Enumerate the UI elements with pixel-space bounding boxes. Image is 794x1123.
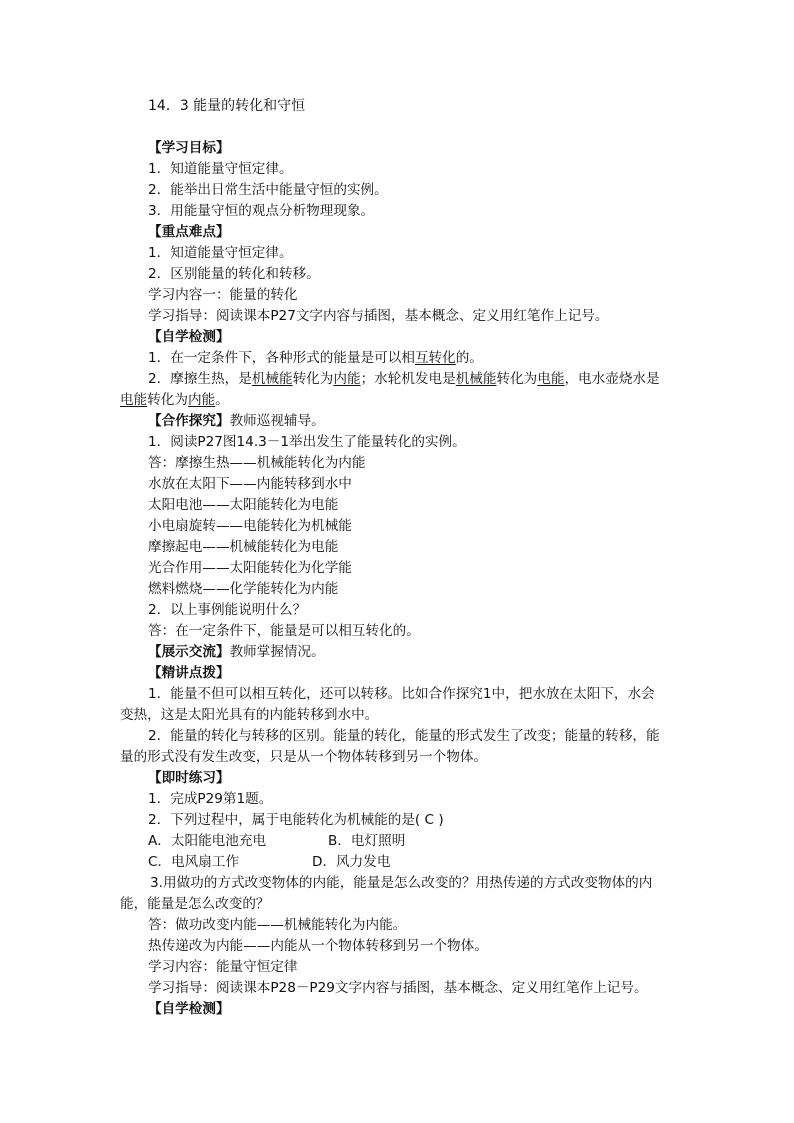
coop-answer-2: 答：在一定条件下，能量是可以相互转化的。 (148, 623, 420, 639)
content2-self-check-heading: 【自学检测】 (148, 1001, 230, 1017)
goal-item: 1．知道能量守恒定律。 (148, 161, 293, 177)
text-segment: ；水轮机发电是 (360, 371, 456, 387)
keypoint-item: 2．区别能量的转化和转移。 (148, 266, 320, 282)
practice-a3: 答：做功改变内能——机械能转化为内能。 (148, 917, 407, 933)
practice-q2: 2．下列过程中，属于电能转化为机械能的是( C ) (148, 812, 444, 828)
lecture-p2: 2．能量的转化与转移的区别。能量的转化，能量的形式发生了改变；能量的转移，能 (148, 728, 660, 744)
coop-answer: 水放在太阳下——内能转移到水中 (148, 476, 352, 492)
text-segment: 转化为 (496, 371, 538, 387)
practice-heading: 【即时练习】 (148, 770, 230, 786)
lecture-p1: 1．能量不但可以相互转化，还可以转移。比如合作探究1中，把水放在太阳下，水会 (148, 686, 655, 702)
text-segment: ，电水壶烧水是 (564, 371, 660, 387)
coop-answer: 摩擦起电——机械能转化为电能 (148, 539, 339, 555)
coop-answer: 太阳电池——太阳能转化为电能 (148, 497, 339, 513)
option-c: C．电风扇工作 (148, 854, 240, 870)
fill-answer: 内能 (333, 371, 361, 387)
practice-a3-cont: 热传递改为内能——内能从一个物体转移到另一个物体。 (148, 938, 488, 954)
practice-q1: 1．完成P29第1题。 (148, 791, 273, 807)
content1-title: 学习内容一：能量的转化 (148, 287, 298, 303)
self-check-heading: 【自学检测】 (148, 329, 230, 345)
content1-guide: 学习指导：阅读课本P27文字内容与插图，基本概念、定义用红笔作上记号。 (148, 308, 609, 324)
fill-answer: 内能 (187, 392, 216, 408)
coop-answer: 答：摩擦生热——机械能转化为内能 (148, 455, 366, 471)
coop-note: 教师巡视辅导。 (229, 413, 325, 429)
practice-q3-cont: 能，能量是怎么改变的？ (120, 896, 270, 912)
show-note: 教师掌握情况。 (229, 644, 325, 660)
fill-answer: 机械能 (455, 371, 497, 387)
fill-answer: 电能 (537, 371, 565, 387)
fill-answer: 电能 (120, 392, 148, 408)
text-segment: 。 (215, 392, 229, 408)
text-segment: 1．在一定条件下，各种形式的能量是可以相 (148, 350, 415, 366)
lecture-p2-cont: 量的形式没有发生改变，只是从一个物体转移到另一个物体。 (120, 749, 488, 765)
practice-q3: 3.用做功的方式改变物体的内能，能量是怎么改变的？用热传递的方式改变物体的内 (150, 875, 653, 891)
text-segment: 转化为 (292, 371, 334, 387)
coop-answer: 光合作用——太阳能转化为化学能 (148, 560, 352, 576)
keypoints-heading: 【重点难点】 (148, 224, 230, 240)
option-a: A．太阳能电池充电 (148, 833, 267, 849)
goal-item: 2．能举出日常生活中能量守恒的实例。 (148, 182, 388, 198)
page-title: 14．3 能量的转化和守恒 (148, 98, 306, 114)
self-check-q2-line1 (148, 369, 660, 389)
option-b: B．电灯照明 (328, 833, 406, 849)
text-segment: 转化为 (147, 392, 188, 408)
lecture-heading: 【精讲点拨】 (148, 665, 230, 681)
content2-guide: 学习指导：阅读课本P28－P29文字内容与插图，基本概念、定义用红笔作上记号。 (148, 980, 648, 996)
goal-item: 3．用能量守恒的观点分析物理现象。 (148, 203, 375, 219)
text-segment: 的。 (455, 350, 483, 366)
self-check-q2-line2 (120, 390, 229, 410)
coop-question-2: 2．以上事例能说明什么？ (148, 602, 307, 618)
coop-heading: 【合作探究】 (148, 413, 230, 429)
fill-answer: 机械能 (251, 371, 293, 387)
lecture-p1-cont: 变热，这是太阳光具有的内能转移到水中。 (120, 707, 379, 723)
content2-title: 学习内容：能量守恒定律 (148, 959, 298, 975)
show-line (148, 642, 325, 662)
goals-heading: 【学习目标】 (148, 140, 230, 156)
coop-question: 1．阅读P27图14.3－1举出发生了能量转化的实例。 (148, 434, 466, 450)
coop-answer: 小电扇旋转——电能转化为机械能 (148, 518, 352, 534)
coop-line (148, 411, 325, 431)
text-segment: 2．摩擦生热，是 (148, 371, 252, 387)
coop-answer: 燃料燃烧——化学能转化为内能 (148, 581, 339, 597)
option-d: D．风力发电 (312, 854, 391, 870)
keypoint-item: 1．知道能量守恒定律。 (148, 245, 293, 261)
self-check-q1 (148, 348, 483, 368)
fill-answer: 互转化 (414, 350, 456, 366)
show-heading: 【展示交流】 (148, 644, 230, 660)
